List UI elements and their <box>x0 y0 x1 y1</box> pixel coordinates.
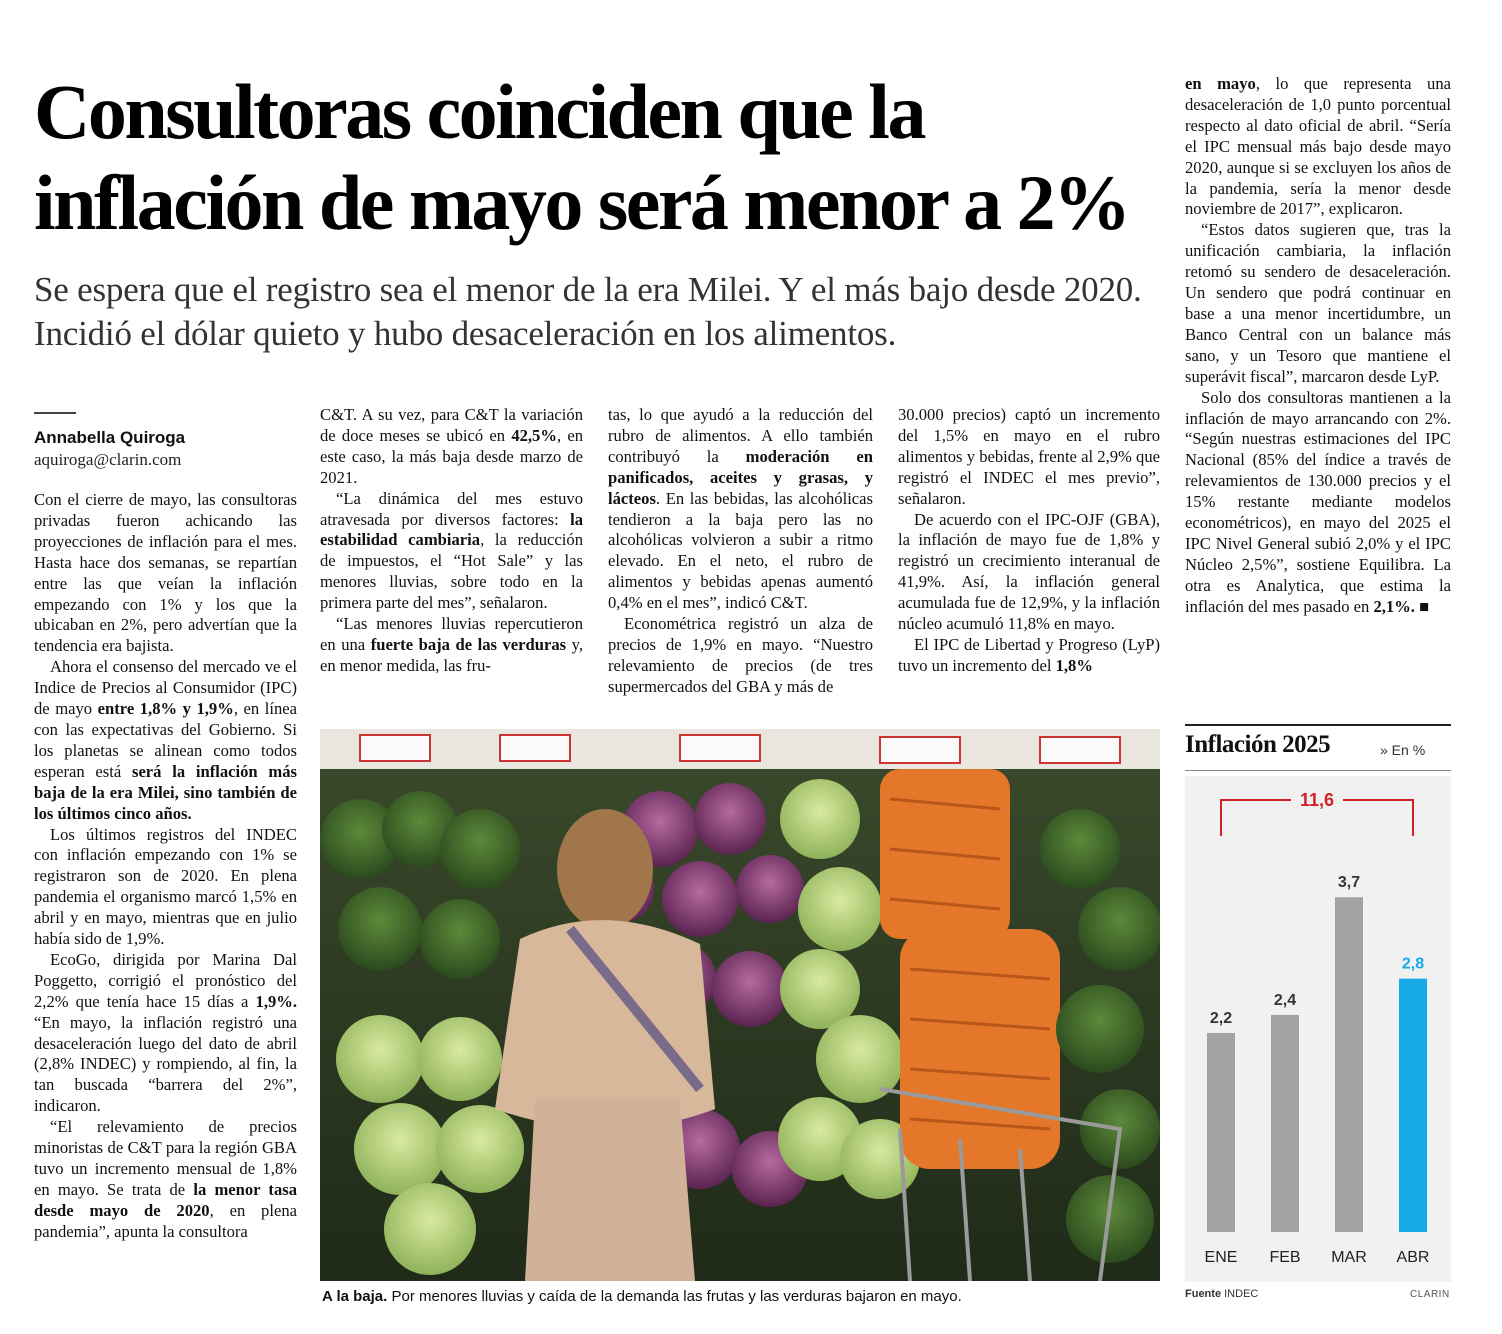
supermarket-produce-illustration <box>320 729 1160 1281</box>
bar-abr <box>1399 979 1427 1232</box>
article-photo <box>320 729 1160 1281</box>
category-label-mar: MAR <box>1331 1249 1367 1266</box>
paragraph: Solo dos consultoras mantienen a la inflación de mayo arrancando con 2%. “Según nuestras estimaciones del IPC Nacional (85% del índice a través de relevamientos de 130.000 precios y el 15% restante mediante modelos econométricos), en mayo del 2025 el IPC Nivel General subió 2,0% y el IPC Núcleo 2,5%”, sostiene Equilibra. La otra es Analytica, que estima la inflación del mes pasado en 2,1%. ■ <box>1185 387 1451 616</box>
bar-feb <box>1271 1015 1299 1232</box>
photo-caption: A la baja. Por menores lluvias y caída de la demanda las frutas y las verduras bajaron en mayo. <box>322 1288 962 1305</box>
chart-unit-label: » En % <box>1380 742 1426 758</box>
headline: Consultoras coinciden que la inflación de mayo será menor a 2% <box>34 68 1129 246</box>
chart-title: Inflación 2025 <box>1185 731 1331 758</box>
category-label-ene: ENE <box>1204 1249 1238 1266</box>
paragraph: Ahora el consenso del mercado ve el Indice de Precios al Consumidor (IPC) de mayo entre 1,8% y 1,9%, en línea con las expectativas del Gobierno. Si los planetas se alinean como todos esperan está será la inflación más baja de la era Milei, sino también de los últimos cinco años. <box>34 657 297 823</box>
column-1 <box>34 490 297 1243</box>
byline-author: Annabella Quiroga <box>34 428 186 447</box>
paragraph: “La dinámica del mes estuvo atravesada por diversos factores: la estabilidad cambiaria, la reducción de impuestos, el “Hot Sale” y las menores lluvias, sobre todo en la primera parte del mes”, señalaron. <box>320 488 583 613</box>
paragraph: EcoGo, dirigida por Marina Dal Poggetto, corrigió el pronóstico del 2,2% que tenía hace 15 días a 1,9%. “En mayo, la inflación registró una desaceleración luego del dato de abril (2,8% INDEC) y rompiendo, al fin, la tan buscada “barrera del 2%”, indicaron. <box>34 949 297 1116</box>
paragraph: Con el cierre de mayo, las consultoras privadas fueron achicando las proyecciones de inflación para el mes. Hasta hace dos semanas, se repartían entre las que veían la inflación empezando con 1% y los que la ubicaban en 2%, pero advertían que la tendencia era bajista. <box>34 490 297 656</box>
paragraph: en mayo, lo que representa una desaceleración de 1,0 punto porcentual respecto al dato oficial de abril. “Sería el IPC mensual más bajo desde mayo 2020, aunque si se excluyen los años de la pandemia, sería la menor desde noviembre de 2017”, explicaron. <box>1185 74 1451 219</box>
chart-brand: CLARIN <box>1410 1289 1450 1300</box>
byline-rule <box>34 412 76 414</box>
paragraph: 30.000 precios) captó un incremento del 1,5% en mayo en el rubro alimentos y bebidas, frente al 2,9% que registró el INDEC el mes previo”, señalaron. <box>898 405 1160 508</box>
paragraph: El IPC de Libertad y Progreso (LyP) tuvo un incremento del 1,8% <box>898 634 1160 675</box>
value-label-abr: 2,8 <box>1401 955 1425 973</box>
bar-ene <box>1207 1033 1235 1232</box>
paragraph: “Estos datos sugieren que, tras la unificación cambiaria, la inflación retomó su sendero de desaceleración. Un sendero que podrá continuar en base a una menor incertidumbre, un Banco Central con un balance más sano, y un Tesoro que mantiene el superávit fiscal”, marcaron desde LyP. <box>1185 220 1451 386</box>
paragraph: C&T. A su vez, para C&T la variación de doce meses se ubicó en 42,5%, en este caso, la más baja desde marzo de 2021. <box>320 405 583 487</box>
category-label-abr: ABR <box>1396 1249 1430 1266</box>
paragraph: Econométrica registró un alza de precios de 1,9% en mayo. “Nuestro relevamiento de precios (de tres supermercados del GBA y más de <box>608 614 873 696</box>
chart-title-rule <box>1185 770 1451 771</box>
chart-panel <box>1185 776 1451 1282</box>
value-label-mar: 3,7 <box>1337 874 1361 892</box>
deck: Se espera que el registro sea el menor de la era Milei. Y el más bajo desde 2020. Incidió el dólar quieto y hubo desaceleración en los alimentos. <box>34 270 1142 353</box>
end-mark: ■ <box>1419 596 1430 616</box>
paragraph: “Las menores lluvias repercutieron en una fuerte baja de las verduras y, en menor medida, las fru- <box>320 614 583 675</box>
column-2 <box>320 405 583 677</box>
paragraph: “El relevamiento de precios minoristas de C&T para la región GBA tuvo un incremento mensual de 1,8% en mayo. Se trata de la menor tasa desde mayo de 2020, en plena pandemia”, apunta la consultora <box>34 1117 297 1241</box>
total-label: 11,6 <box>1299 790 1335 810</box>
category-label-feb: FEB <box>1269 1249 1301 1266</box>
paragraph: De acuerdo con el IPC-OJF (GBA), la inflación de mayo fue de 1,8% y registró un crecimiento interanual de 41,9%. Así, la inflación general acumulada fue de 12,9%, y la inflación núcleo acumuló 11,8% en mayo. <box>898 509 1160 634</box>
column-5 <box>1185 74 1451 618</box>
paragraph: tas, lo que ayudó a la reducción del rubro de alimentos. A ello también contribuyó la moderación en panificados, aceites y grasas, y lácteos. En las bebidas, las alcohólicas tendieron a la baja pero las no alcohólicas volvieron a subir a ritmo elevado. En el neto, el rubro de alimentos y bebidas apenas aumentó 0,4% en el mes”, indicó C&T. <box>608 405 873 613</box>
chart-top-rule <box>1185 724 1451 726</box>
value-label-feb: 2,4 <box>1273 991 1297 1009</box>
chart-source: Fuente INDEC <box>1185 1288 1259 1300</box>
bar-chart <box>1185 776 1451 1282</box>
bar-mar <box>1335 897 1363 1232</box>
byline-email[interactable]: aquiroga@clarin.com <box>34 450 182 469</box>
column-4 <box>898 405 1160 677</box>
value-label-ene: 2,2 <box>1209 1009 1233 1027</box>
paragraph: Los últimos registros del INDEC con inflación empezando con 1% se registraron son de 2020. En plena pandemia el organismo marcó 1,5% en abril y en mayo, mientras que en julio había sido de 1,9%. <box>34 824 297 949</box>
column-3 <box>608 405 873 698</box>
